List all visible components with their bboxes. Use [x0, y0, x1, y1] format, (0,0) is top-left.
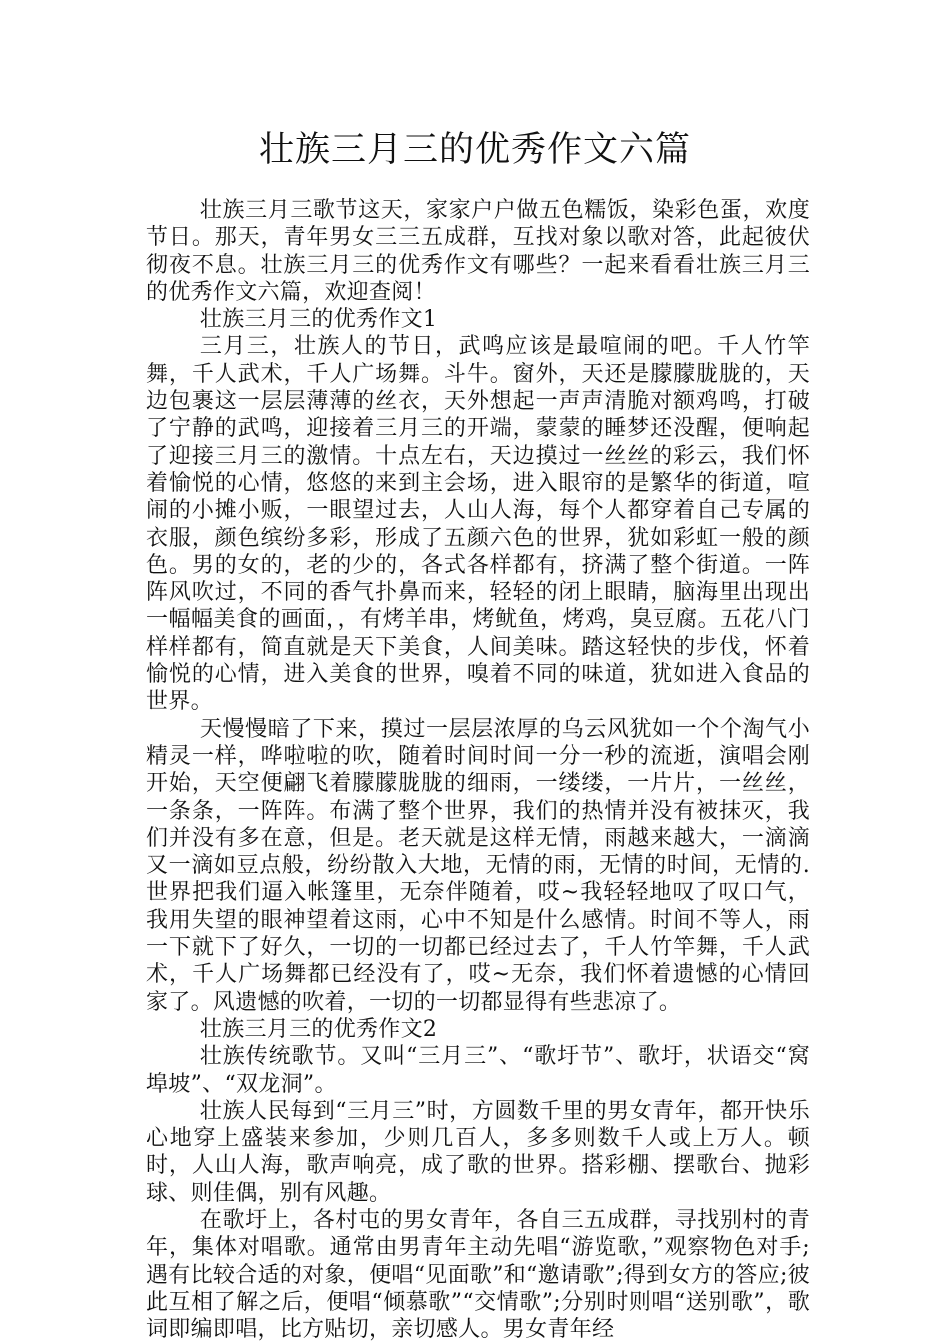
essay-heading-2: 壮族三月三的优秀作文2: [199, 1016, 438, 1042]
essay-heading-1: 壮族三月三的优秀作文1: [199, 307, 438, 333]
document-body: [146, 197, 810, 1343]
intro-paragraph: 壮族三月三歌节这天，家家户户做五色糯饭，染彩色蛋，欢度节日。那天，青年男女三三五成群，互找对象以歌对答，此起彼伏彻夜不息。壮族三月三的优秀作文有哪些？一起来看看壮族三月三的优秀作文六篇，欢迎查阅！: [146, 198, 810, 305]
body-paragraph: 三月三，壮族人的节日，武鸣应该是最喧闹的吧。千人竹竿舞，千人武术，千人广场舞。斗牛。窗外，天还是朦朦胧胧的，天边包裹这一层层薄薄的丝衣，天外想起一声声清脆对额鸡鸣，打破了宁静的武鸣，迎接着三月三的开端，蒙蒙的睡梦还没醒，便响起了迎接三月三的激情。十点左右，天边摸过一丝丝的彩云，我们怀着愉悦的心情，悠悠的来到主会场，进入眼帘的是繁华的街道，喧闹的小摊小贩，一眼望过去，人山人海，每个人都穿着自己专属的衣服，颜色缤纷多彩，形成了五颜六色的世界，犹如彩虹一般的颜色。男的女的，老的少的，各式各样都有，挤满了整个街道。一阵阵风吹过，不同的香气扑鼻而来，轻轻的闭上眼睛，脑海里出现出一幅幅美食的画面，，有烤羊串，烤鱿鱼，烤鸡，臭豆腐。五花八门样样都有，简直就是天下美食，人间美味。踏这轻快的步伐，怀着愉悦的心情，进入美食的世界，嗅着不同的味道，犹如进入食品的世界。: [146, 334, 810, 715]
body-paragraph: 壮族人民每到“三月三”时，方圆数千里的男女青年，都开快乐心地穿上盛装来参加，少则几百人，多多则数千人或上万人。顿时，人山人海，歌声响亮，成了歌的世界。搭彩棚、摆歌台、抛彩球、则佳偶，别有风趣。: [146, 1098, 810, 1206]
body-paragraph: 天慢慢暗了下来，摸过一层层浓厚的乌云风犹如一个个淘气小精灵一样，哗啦啦的吹，随着时间时间一分一秒的流逝，演唱会刚开始，天空便翩飞着朦朦胧胧的细雨，一缕缕，一片片，一丝丝，一条条，一阵阵。布满了整个世界，我们的热情并没有被抹灭，我们并没有多在意，但是。老天就是这样无情，雨越来越大，一滴滴又一滴如豆点般，纷纷散入大地，无情的雨，无情的时间，无情的.世界把我们逼入帐篷里，无奈伴随着，哎~我轻轻地叹了叹口气，我用失望的眼神望着这雨，心中不知是什么感情。时间不等人，雨一下就下了好久，一切的一切都已经过去了，千人竹竿舞，千人武术，千人广场舞都已经没有了，哎~无奈，我们怀着遗憾的心情回家了。风遗憾的吹着，一切的一切都显得有些悲凉了。: [146, 716, 810, 1015]
document-title: 壮族三月三的优秀作文六篇: [258, 130, 691, 170]
body-paragraph: 壮族传统歌节。又叫“三月三”、“歌圩节”、歌圩，状语交“窝埠坡”、“双龙洞”。: [146, 1044, 810, 1097]
body-paragraph: 在歌圩上，各村屯的男女青年，各自三五成群，寻找别村的青年，集体对唱歌。通常由男青年主动先唱“游览歌，”观察物色对手;遇有比较合适的对象，便唱“见面歌”和“邀请歌”;得到女方的答应;彼此互相了解之后，便唱“倾慕歌”“交情歌”;分别时则唱“送别歌”，歌词即编即唱，比方贴切，亲切感人。男女青年经: [146, 1207, 810, 1343]
